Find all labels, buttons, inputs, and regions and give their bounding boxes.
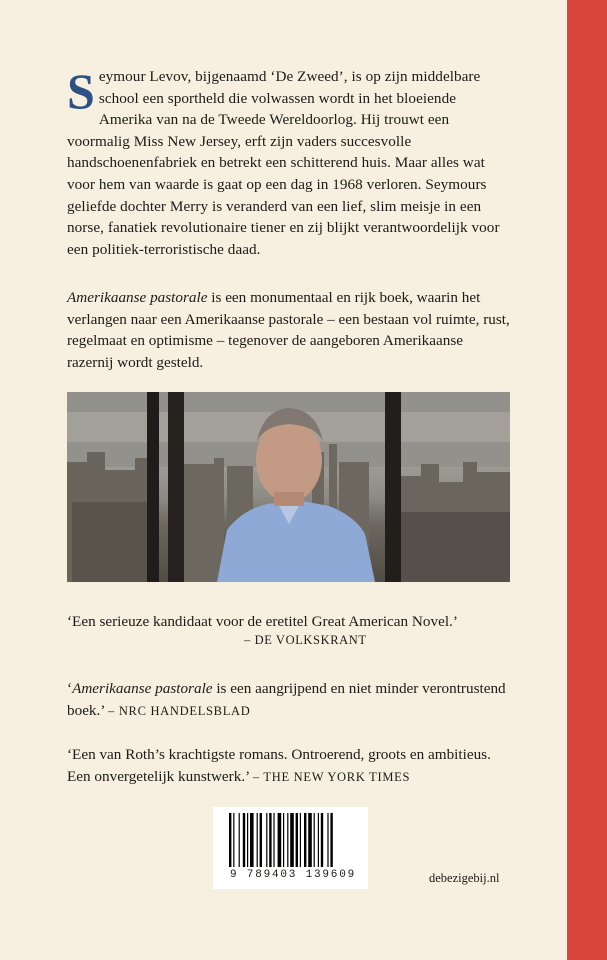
quote-2 xyxy=(67,678,512,722)
blurb-second-paragraph xyxy=(67,287,512,373)
quote-2-title: Amerikaanse pastorale xyxy=(72,680,213,697)
quote-2-open: ‘ xyxy=(67,680,73,697)
quote-3-text: ‘Een van Roth’s krachtigste romans. Ontroerend, groots en ambitieus. Een onvergetelijk kunstwerk.’ xyxy=(67,746,491,785)
book-title: Amerikaanse pastorale xyxy=(67,289,208,306)
barcode xyxy=(213,807,368,889)
isbn-number: 9 789403 139609 xyxy=(229,869,357,881)
spine-stripe xyxy=(567,0,607,960)
blurb-text: eymour Levov, bijgenaamd ‘De Zweed’, is op zijn middelbare school een sportheld die volwassen wordt in het bloeiende Amerika van na de Tweede Wereldoorlog. Hij trouwt een voormalig Miss New Jersey, erft zijn vaders succesvolle handschoenenfabriek en betrekt een schitterend huis. Maar alles wat voor hem van waarde is gaat op een dag in 1968 verloren. Seymours geliefde dochter Merry is veranderd van een lief, slim meisje in een norse, fanatiek revolutionaire tiener en zij blijkt verantwoordelijk voor een politiek-terroristische daad. xyxy=(67,68,500,258)
blurb-second-text: is een monumentaal en rijk boek, waarin het verlangen naar een Amerikaanse pastorale – een bestaan vol ruimte, rust, regelmaat en optimisme – tegenover de aangeboren Amerikaanse razernij wordt gesteld. xyxy=(67,289,510,371)
quote-2-source: – NRC HANDELSBLAD xyxy=(108,703,251,718)
quote-3-source: – THE NEW YORK TIMES xyxy=(252,769,411,784)
quote-3 xyxy=(67,744,512,788)
publisher-website: debezigebij.nl xyxy=(429,871,500,885)
blurb-paragraph xyxy=(67,63,512,260)
barcode-bars xyxy=(213,807,368,869)
drop-cap: S xyxy=(67,63,95,119)
quote-1: ‘Een serieuze kandidaat voor de eretitel Great American Novel.’ xyxy=(67,613,458,630)
author-photo xyxy=(67,392,510,582)
quote-2-text: is een aangrijpend en niet minder verontrustend boek.’ xyxy=(67,680,506,719)
quote-1-source: – DE VOLKSKRANT xyxy=(244,633,367,647)
